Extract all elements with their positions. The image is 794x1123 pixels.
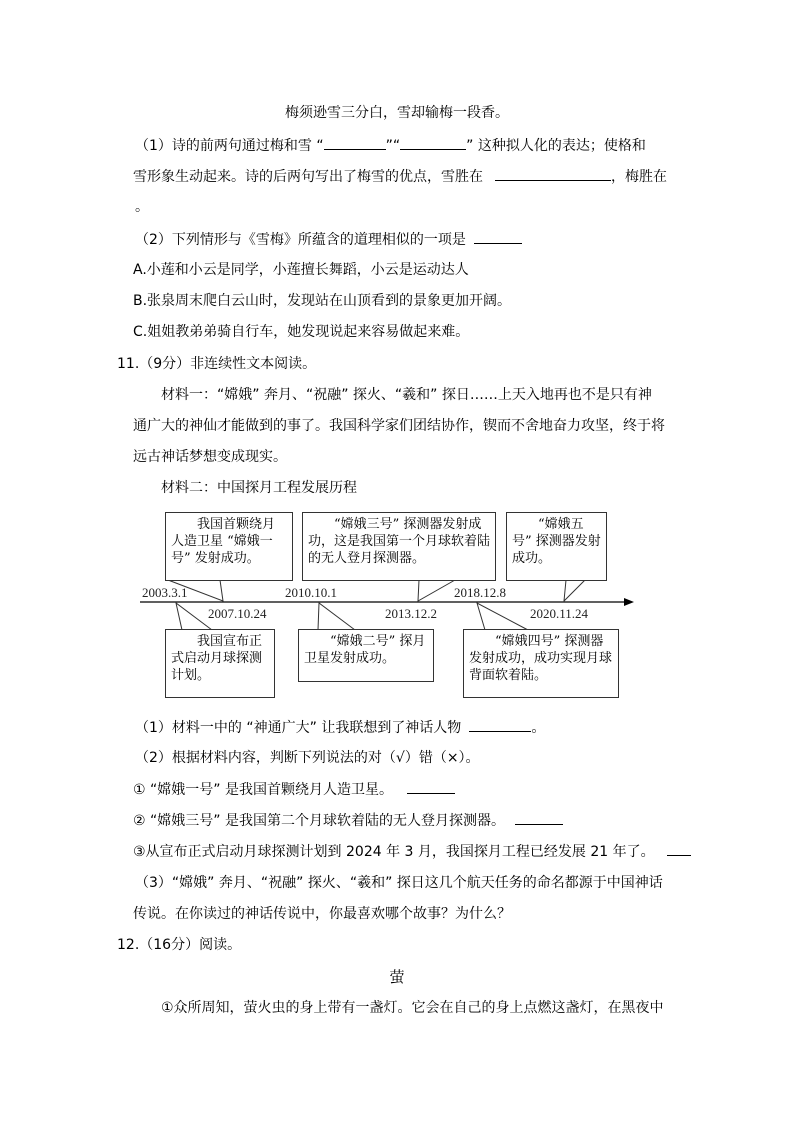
timeline-box-chang-e-1: 我国首颗绕月人造卫星 “嫦娥一号” 发射成功。 xyxy=(165,512,293,581)
timeline-date: 2013.12.2 xyxy=(385,606,437,621)
timeline-date: 2007.10.24 xyxy=(208,606,267,621)
timeline-date: 2018.12.8 xyxy=(454,585,506,600)
passage-title: 萤 xyxy=(389,968,405,986)
judgement-text: ① “嫦娥一号” 是我国首颗绕月人造卫星。 xyxy=(133,782,393,798)
option-c: C.姐姐教弟弟骑自行车，她发现说起来容易做起来难。 xyxy=(133,324,470,340)
judgement-2 xyxy=(133,810,563,831)
timeline-box-chang-e-3: “嫦娥三号” 探测器发射成功，这是我国第一个月球软着陆的无人登月探测器。 xyxy=(302,512,496,581)
q10-sub1-line3: 。 xyxy=(135,199,149,215)
material1-line: 通广大的神仙才能做到的事了。我国科学家们团结协作，锲而不舍地奋力攻坚，终于将 xyxy=(133,418,665,434)
poem-line: 梅须逊雪三分白，雪却输梅一段香。 xyxy=(285,105,509,121)
answer-blank[interactable] xyxy=(515,810,563,825)
q10-sub1-text-d: 雪形象生动起来。诗的后两句写出了梅雪的优点，雪胜在 xyxy=(133,169,483,185)
q10-sub1-text-c: ” 这种拟人化的表达；使格和 xyxy=(466,138,646,154)
q10-sub1-text-a: （1）诗的前两句通过梅和雪 “ xyxy=(135,138,324,154)
judgement-3 xyxy=(133,841,691,862)
q11-sub3-line: （3）“嫦娥” 奔月、“祝融” 探火、“羲和” 探日这几个航天任务的命名都源于中国神话 xyxy=(135,875,663,891)
timeline-box-plan-launch: 我国宣布正式启动月球探测计划。 xyxy=(165,629,275,698)
arrow-icon xyxy=(624,598,634,606)
material1-line: 远古神话梦想变成现实。 xyxy=(133,449,287,465)
q11-sub3-line: 传说。在你读过的神话传说中，你最喜欢哪个故事？为什么？ xyxy=(133,906,511,922)
q11-sub1-end: 。 xyxy=(531,720,546,736)
q10-sub1-text-b: ”“ xyxy=(385,138,401,154)
q12-header: 12.（16分）阅读。 xyxy=(117,937,242,953)
material1-line: 材料一：“嫦娥” 奔月、“祝融” 探火、“羲和” 探日……上天入地再也不是只有神 xyxy=(161,387,652,403)
q10-sub1-text-e: ，梅胜在 xyxy=(611,169,667,185)
q10-sub2-text: （2）下列情形与《雪梅》所蕴含的道理相似的一项是 xyxy=(135,232,466,248)
timeline-date: 2020.11.24 xyxy=(530,606,589,621)
answer-blank[interactable] xyxy=(667,841,691,856)
timeline-box-chang-e-2: “嫦娥二号” 探月卫星发射成功。 xyxy=(298,629,434,682)
q11-sub2: （2）根据材料内容，判断下列说法的对（√）错（×）。 xyxy=(135,750,480,766)
judgement-text: ③从宣布正式启动月球探测计划到 2024 年 3 月，我国探月工程已经发展 21 年了。 xyxy=(133,844,655,860)
q11-sub1 xyxy=(135,717,545,738)
timeline-date: 2010.10.1 xyxy=(285,585,337,600)
answer-blank[interactable] xyxy=(407,779,455,794)
timeline-box-chang-e-4: “嫦娥四号” 探测器发射成功，成功实现月球背面软着陆。 xyxy=(463,629,619,698)
q11-sub1-text: （1）材料一中的 “神通广大” 让我联想到了神话人物 xyxy=(135,720,462,736)
option-a: A.小莲和小云是同学，小莲擅长舞蹈，小云是运动达人 xyxy=(133,262,469,278)
material2-title: 材料二：中国探月工程发展历程 xyxy=(161,480,357,496)
timeline-box-chang-e-5: “嫦娥五号” 探测器发射成功。 xyxy=(506,512,607,581)
timeline-date: 2003.3.1 xyxy=(142,585,188,600)
answer-blank[interactable] xyxy=(469,717,531,732)
option-b: B.张泉周末爬白云山时，发现站在山顶看到的景象更加开阔。 xyxy=(133,293,512,309)
passage-paragraph: ①众所周知，萤火虫的身上带有一盏灯。它会在自己的身上点燃这盏灯，在黑夜中 xyxy=(161,1000,664,1016)
judgement-1 xyxy=(133,779,455,800)
q11-header: 11.（9分）非连续性文本阅读。 xyxy=(117,356,317,372)
judgement-text: ② “嫦娥三号” 是我国第二个月球软着陆的无人登月探测器。 xyxy=(133,813,505,829)
